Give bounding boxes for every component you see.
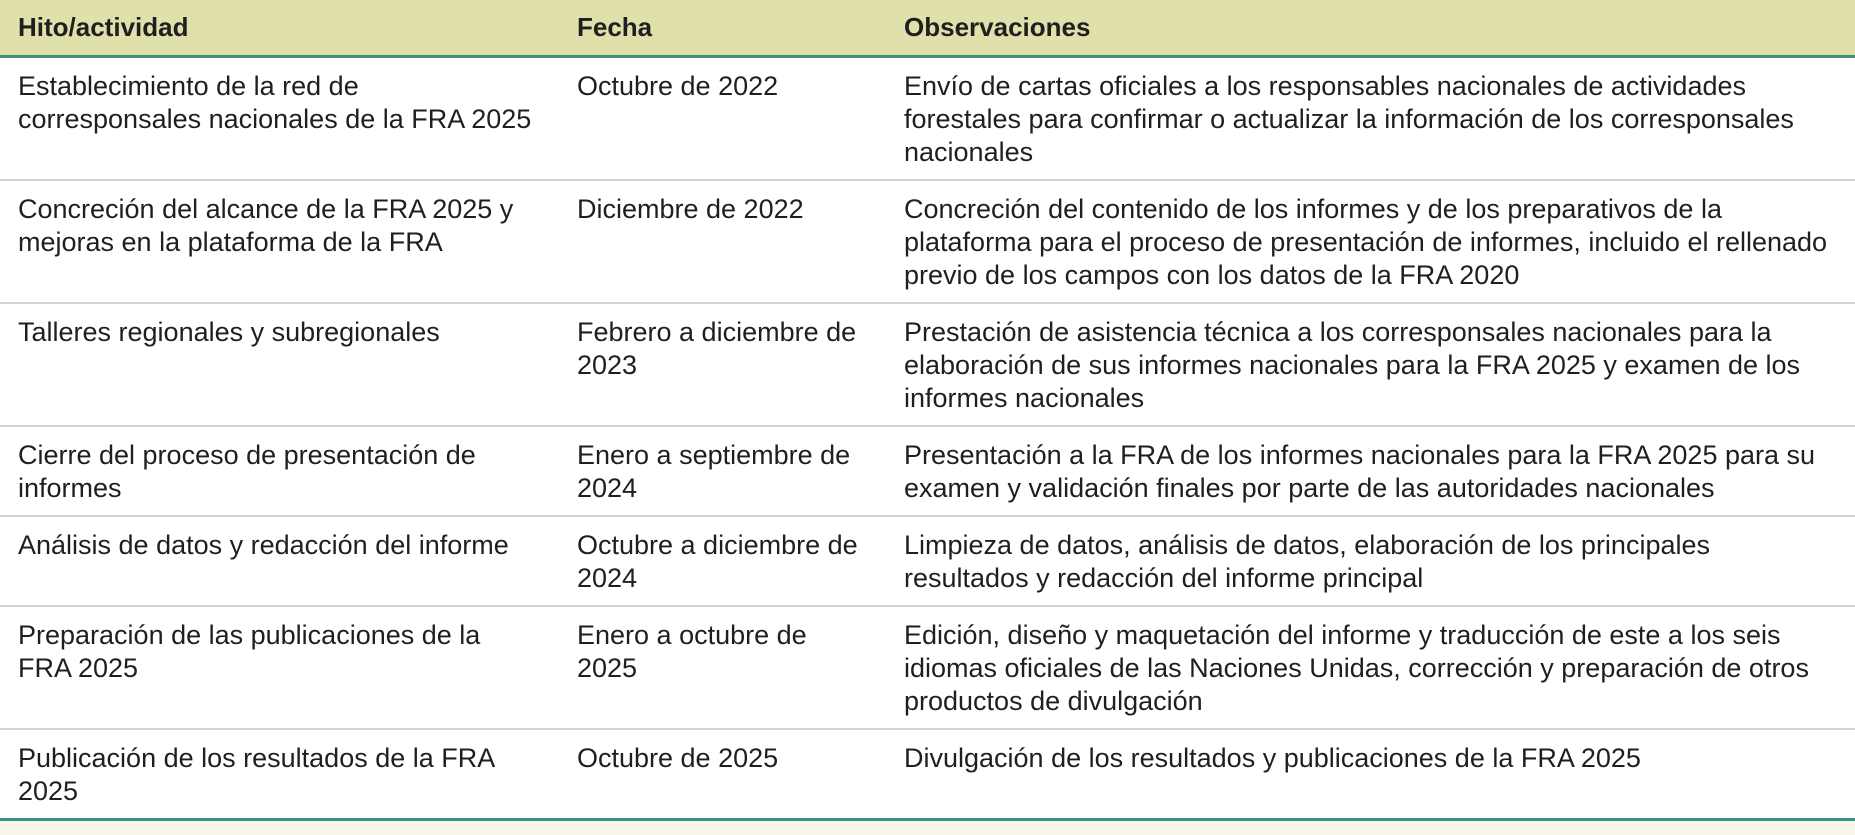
- table-body: [0, 56, 1855, 819]
- header-milestone: Hito/actividad: [0, 0, 559, 56]
- cell-notes: Presentación a la FRA de los informes nacionales para la FRA 2025 para su examen y validación finales por parte de las autoridades nacionales: [886, 426, 1855, 516]
- header-date: Fecha: [559, 0, 886, 56]
- table-row: [0, 303, 1855, 426]
- cell-milestone: Cierre del proceso de presentación de informes: [0, 426, 559, 516]
- cell-milestone: Establecimiento de la red de corresponsales nacionales de la FRA 2025: [0, 56, 559, 180]
- table-row: [0, 729, 1855, 820]
- cell-milestone: Talleres regionales y subregionales: [0, 303, 559, 426]
- header-row: [0, 0, 1855, 56]
- cell-notes: Divulgación de los resultados y publicaciones de la FRA 2025: [886, 729, 1855, 820]
- cell-date: Enero a octubre de 2025: [559, 606, 886, 729]
- cell-date: Febrero a diciembre de 2023: [559, 303, 886, 426]
- cell-date: Octubre a diciembre de 2024: [559, 516, 886, 606]
- cell-notes: Envío de cartas oficiales a los responsables nacionales de actividades forestales para confirmar o actualizar la información de los corresponsales nacionales: [886, 56, 1855, 180]
- cell-notes: Limpieza de datos, análisis de datos, elaboración de los principales resultados y redacción del informe principal: [886, 516, 1855, 606]
- table-header: [0, 0, 1855, 56]
- cell-date: Octubre de 2022: [559, 56, 886, 180]
- cell-notes: Concreción del contenido de los informes y de los preparativos de la plataforma para el proceso de presentación de informes, incluido el rellenado previo de los campos con los datos de la FRA 2020: [886, 180, 1855, 303]
- cell-milestone: Publicación de los resultados de la FRA 2025: [0, 729, 559, 820]
- table-row: [0, 516, 1855, 606]
- cell-date: Enero a septiembre de 2024: [559, 426, 886, 516]
- cell-milestone: Concreción del alcance de la FRA 2025 y mejoras en la plataforma de la FRA: [0, 180, 559, 303]
- table-row: [0, 606, 1855, 729]
- table-row: [0, 56, 1855, 180]
- cell-date: Octubre de 2025: [559, 729, 886, 820]
- cell-milestone: Preparación de las publicaciones de la FRA 2025: [0, 606, 559, 729]
- cell-date: Diciembre de 2022: [559, 180, 886, 303]
- table-row: [0, 180, 1855, 303]
- header-notes: Observaciones: [886, 0, 1855, 56]
- cell-milestone: Análisis de datos y redacción del informe: [0, 516, 559, 606]
- cell-notes: Prestación de asistencia técnica a los corresponsales nacionales para la elaboración de sus informes nacionales para la FRA 2025 y examen de los informes nacionales: [886, 303, 1855, 426]
- table-row: [0, 426, 1855, 516]
- cell-notes: Edición, diseño y maquetación del informe y traducción de este a los seis idiomas oficiales de las Naciones Unidas, corrección y preparación de otros productos de divulgación: [886, 606, 1855, 729]
